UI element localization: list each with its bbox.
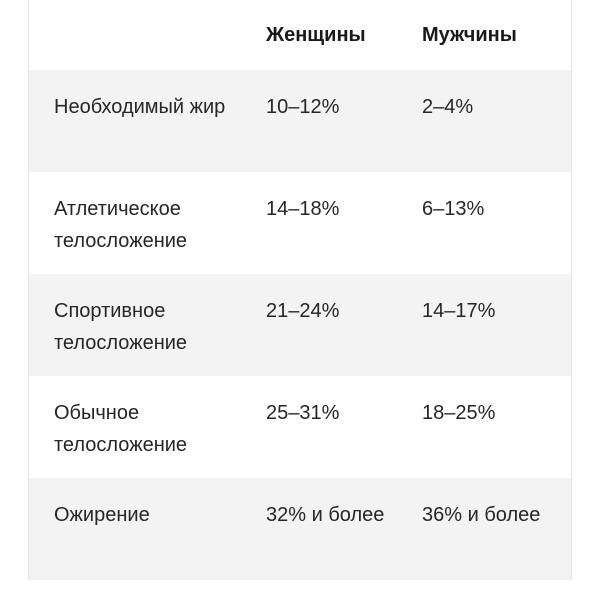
row-women-value: 10–12% [266, 96, 340, 118]
row-men-value: 36% и более [422, 504, 541, 526]
row-men-value: 6–13% [422, 198, 485, 220]
row-category: Ожирение [54, 504, 150, 526]
row-women-value: 32% и более [266, 504, 385, 526]
row-category: Спортивное телосложение [54, 300, 188, 354]
table [29, 0, 571, 580]
table-row [29, 478, 571, 580]
row-women-value: 14–18% [266, 198, 340, 220]
table-row [29, 172, 571, 274]
row-category: Обычное телосложение [54, 402, 188, 456]
table-row [29, 274, 571, 376]
row-category: Атлетическое телосложение [54, 198, 188, 252]
row-category: Необходимый жир [54, 96, 226, 118]
row-men-value: 14–17% [422, 300, 496, 322]
table-row [29, 376, 571, 478]
row-men-value: 2–4% [422, 96, 474, 118]
row-men-value: 18–25% [422, 402, 496, 424]
header-women: Женщины [266, 23, 366, 46]
header-men: Мужчины [422, 23, 517, 46]
body-fat-table [28, 0, 572, 580]
table-header-row [29, 0, 571, 70]
table-row [29, 70, 571, 172]
row-women-value: 25–31% [266, 402, 340, 424]
header-category [29, 0, 266, 70]
row-women-value: 21–24% [266, 300, 340, 322]
